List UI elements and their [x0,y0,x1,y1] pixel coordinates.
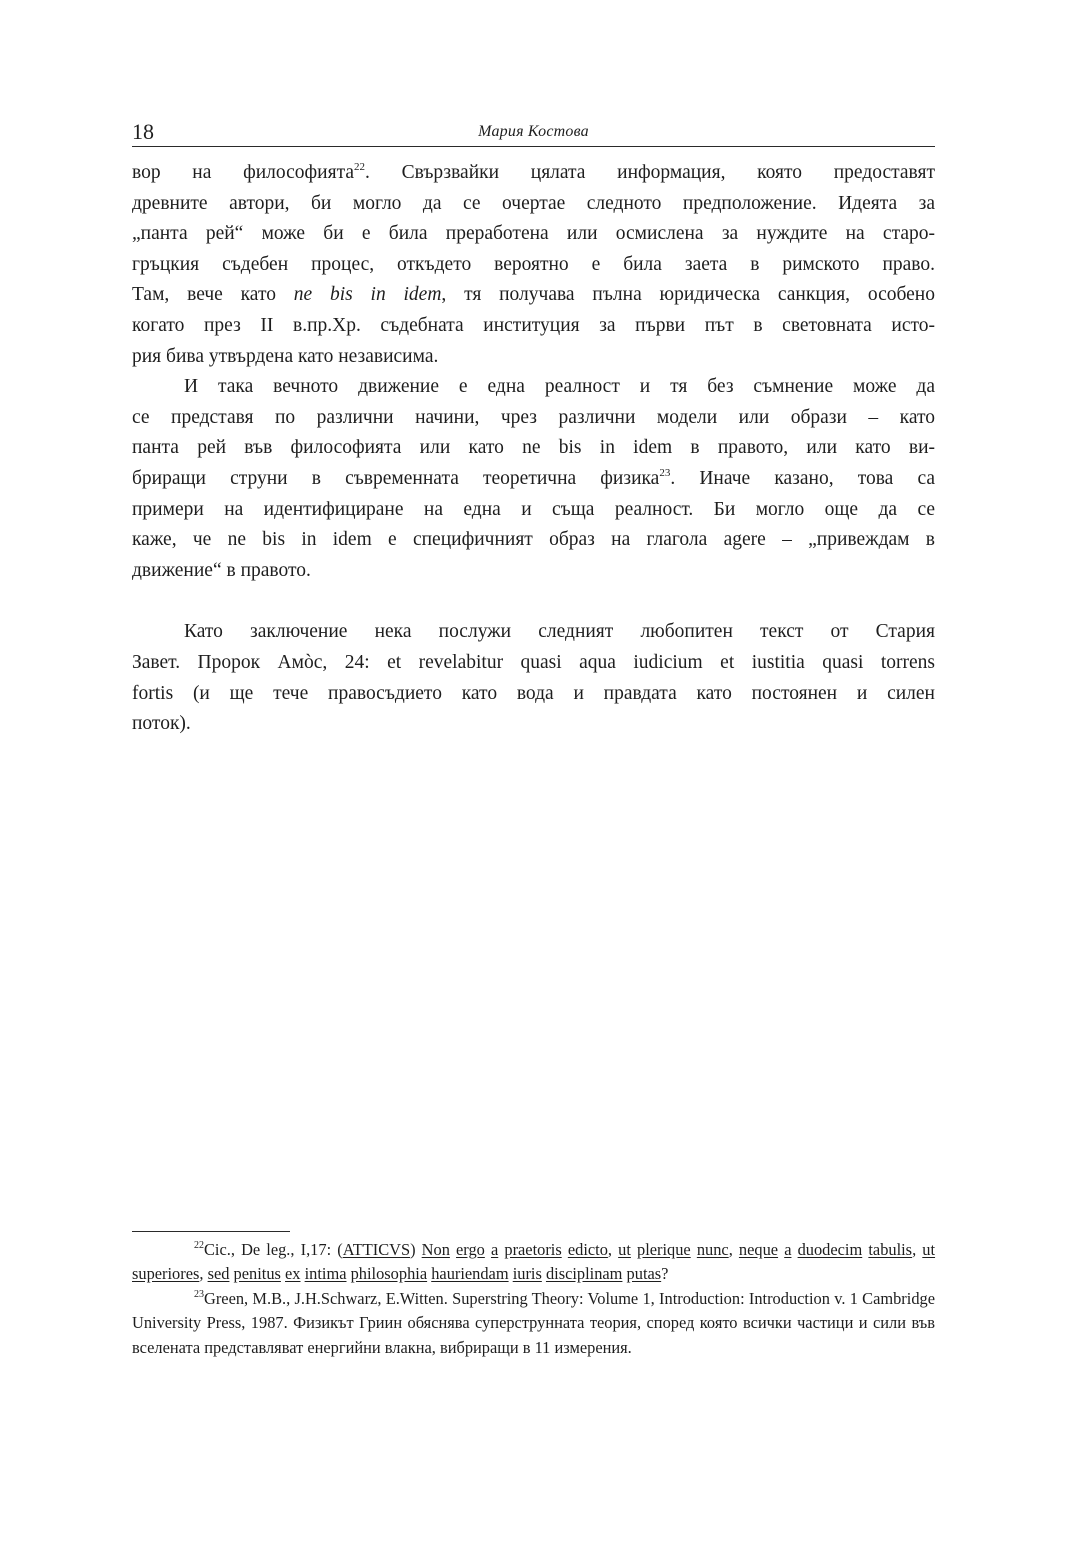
text-line: Като заключение нека послужи следният любопитен текст от Стария [184,621,935,643]
footnote-latin-word: philosophia [350,1264,428,1284]
paragraph-2 [132,372,935,586]
footnote-latin-words: ATTICVS) Non ergo a praetoris edicto, ut plerique nunc, neque a duodecim tabulis, ut superiores, sed penitus ex intima philosophia hauriendam iuris disciplinam putas [132,1240,936,1284]
footnote-latin-word: nunc [696,1240,729,1259]
text-line: гръцкия съдебен процес, откъдето вероятно е била заета в римското право. [132,253,935,275]
footnote-prefix: Cic., De leg., I,17: ( [204,1240,343,1259]
footnote-latin-word: superiores [132,1264,200,1284]
text-line: Завет. Пророк Амòс, 24: et revelabitur quasi aqua iudicium et iustitia quasi torrens [132,651,935,673]
footnote-latin-word: ex [285,1264,301,1284]
text-line: „панта рей“ може би е била преработена или осмислена за нуждите на старо- [132,223,935,245]
footnote-latin-word: iuris [512,1264,542,1284]
text-line: И така вечното движение е една реалност и тя без съмнение може да [184,376,935,398]
footnote-latin-word: Non [421,1240,450,1259]
body-text [132,158,935,740]
footnote-latin-word: disciplinam [545,1264,623,1284]
text-line: вор на философията$^{22}$. Свързвайки цялата информация, която предоставят [132,161,935,183]
footnote-latin-word: intima [304,1264,347,1284]
text-line: се представя по различни начини, чрез различни модели или образи – като [132,406,935,428]
footnote-latin-word: ut [922,1240,936,1259]
page-number: 18 [132,119,154,144]
footnote-latin-word: hauriendam [431,1264,509,1284]
footnotes [132,1238,935,1360]
footnote-latin-word: a [490,1240,499,1259]
footnote-latin-word: plerique [637,1240,691,1259]
italic-term: ne bis in idem [293,284,442,306]
footnote-latin-word: duodecim [797,1240,863,1259]
text-line: fortis (и ще тече правосъдието като вода и правдата като постоянен и силен [132,682,935,704]
footnote-latin-word: ergo [456,1240,485,1259]
footnote-latin-word: edicto [567,1240,608,1259]
text-line: древните автори, би могло да се очертае следното предположение. Идеята за [132,192,935,214]
text-line: рия бива утвърдена като независима. [132,345,439,367]
footnote-ref-22[interactable]: 22 [354,161,365,173]
footnote-latin-word: sed [207,1264,230,1284]
footnote-22 [132,1238,935,1287]
footnote-latin-word: ut [618,1240,631,1259]
paragraph-3 [132,617,935,739]
footnote-mark: 23 [194,1288,204,1300]
footnote-suffix: ? [661,1264,669,1284]
text-line: поток). [132,713,191,735]
footnote-mark: 22 [194,1240,204,1251]
text-line: каже, че ne bis in idem е специфичният образ на глагола agere – „привеждам в [132,529,935,551]
text-line: движение“ в правото. [132,559,311,581]
text-line: примери на идентифициране на една и съща реалност. Би могло още да се [132,498,935,520]
footnote-ref-23[interactable]: 23 [659,466,671,479]
running-title: Мария Костова [478,123,589,140]
footnote-latin-word: a [784,1240,792,1259]
footnote-latin-word: putas [626,1264,662,1284]
running-header [132,112,935,147]
text-line: бриращи струни в съвременната теоретична физика$^{23}$. Иначе казано, това са [132,466,935,489]
footnote-latin-word: praetoris [504,1240,562,1259]
paragraph-1 [132,158,935,372]
footnote-latin-word: penitus [233,1264,281,1284]
text-line: панта рей във философията или като ne bis in idem в правото, или като ви- [132,437,935,459]
text-line: Там, вече като ne bis in idem, тя получава пълна юридическа санкция, особено [132,284,935,306]
footnote-text: Green, M.B., J.H.Schwarz, E.Witten. Superstring Theory: Volume 1, Introduction: Introduction v. 1 Cambridge University Press, 1987. Физикът Гриин обяснява суперструнната теория, според която всички частици и сили във вселената представляват енергийни влакна, вибриращи в 11 измерения. [132,1288,935,1357]
footnote-latin-word: neque [738,1240,779,1259]
footnote-latin-word: tabulis [868,1240,913,1259]
footnote-separator [132,1231,290,1232]
footnote-23 [132,1287,935,1360]
footnote-latin-word: ATTICVS [342,1240,411,1259]
paragraph-gap [132,586,935,617]
text-line: когато през II в.пр.Хр. съдебната институция за първи път в световната исто- [132,314,935,336]
